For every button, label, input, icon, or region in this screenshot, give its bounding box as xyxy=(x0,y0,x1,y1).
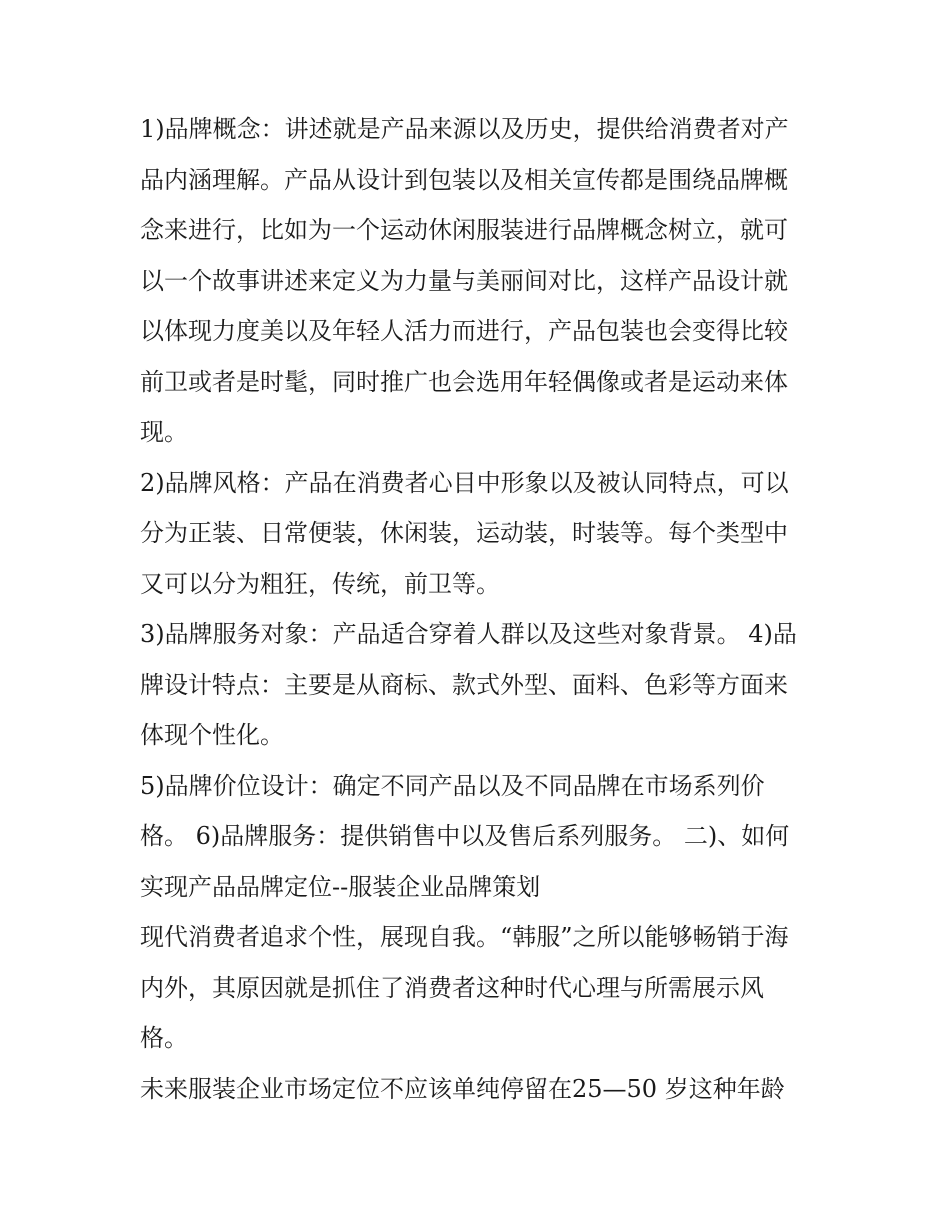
text-line: 牌设计特点：主要是从商标、款式外型、面料、色彩等方面来 xyxy=(140,671,788,699)
text-line: 念来进行，比如为一个运动休闲服装进行品牌概念树立，就可 xyxy=(140,216,788,244)
text-line: 实现产品品牌定位--服装企业品牌策划 xyxy=(140,873,541,901)
text-line: 分为正装、日常便装，休闲装，运动装，时装等。每个类型中 xyxy=(140,519,788,547)
text-line: 前卫或者是时髦，同时推广也会选用年轻偶像或者是运动来体 xyxy=(140,368,788,396)
text-line: 现代消费者追求个性，展现自我。“韩服”之所以能够畅销于海 xyxy=(140,923,789,951)
text-line: 格。 6)品牌服务：提供销售中以及售后系列服务。 二)、如何 xyxy=(140,822,790,850)
text-line: 以一个故事讲述来定义为力量与美丽间对比，这样产品设计就 xyxy=(140,267,788,295)
text-line: 体现个性化。 xyxy=(140,721,284,749)
text-line: 格。 xyxy=(140,1024,188,1052)
text-line: 3)品牌服务对象：产品适合穿着人群以及这些对象背景。 4)品 xyxy=(140,620,797,648)
text-line: 5)品牌价位设计：确定不同产品以及不同品牌在市场系列价 xyxy=(140,772,765,800)
text-line: 现。 xyxy=(140,418,188,446)
text-line: 未来服装企业市场定位不应该单纯停留在25—50 岁这种年龄 xyxy=(140,1075,785,1103)
text-line: 2)品牌风格：产品在消费者心目中形象以及被认同特点，可以 xyxy=(140,469,789,497)
text-line: 1)品牌概念：讲述就是产品来源以及历史，提供给消费者对产 xyxy=(140,115,789,143)
text-line: 又可以分为粗狂，传统，前卫等。 xyxy=(140,570,500,598)
text-line: 内外，其原因就是抓住了消费者这种时代心理与所需展示风 xyxy=(140,974,764,1002)
text-line: 品内涵理解。产品从设计到包装以及相关宣传都是围绕品牌概 xyxy=(140,166,788,194)
text-line: 以体现力度美以及年轻人活力而进行，产品包装也会变得比较 xyxy=(140,317,788,345)
